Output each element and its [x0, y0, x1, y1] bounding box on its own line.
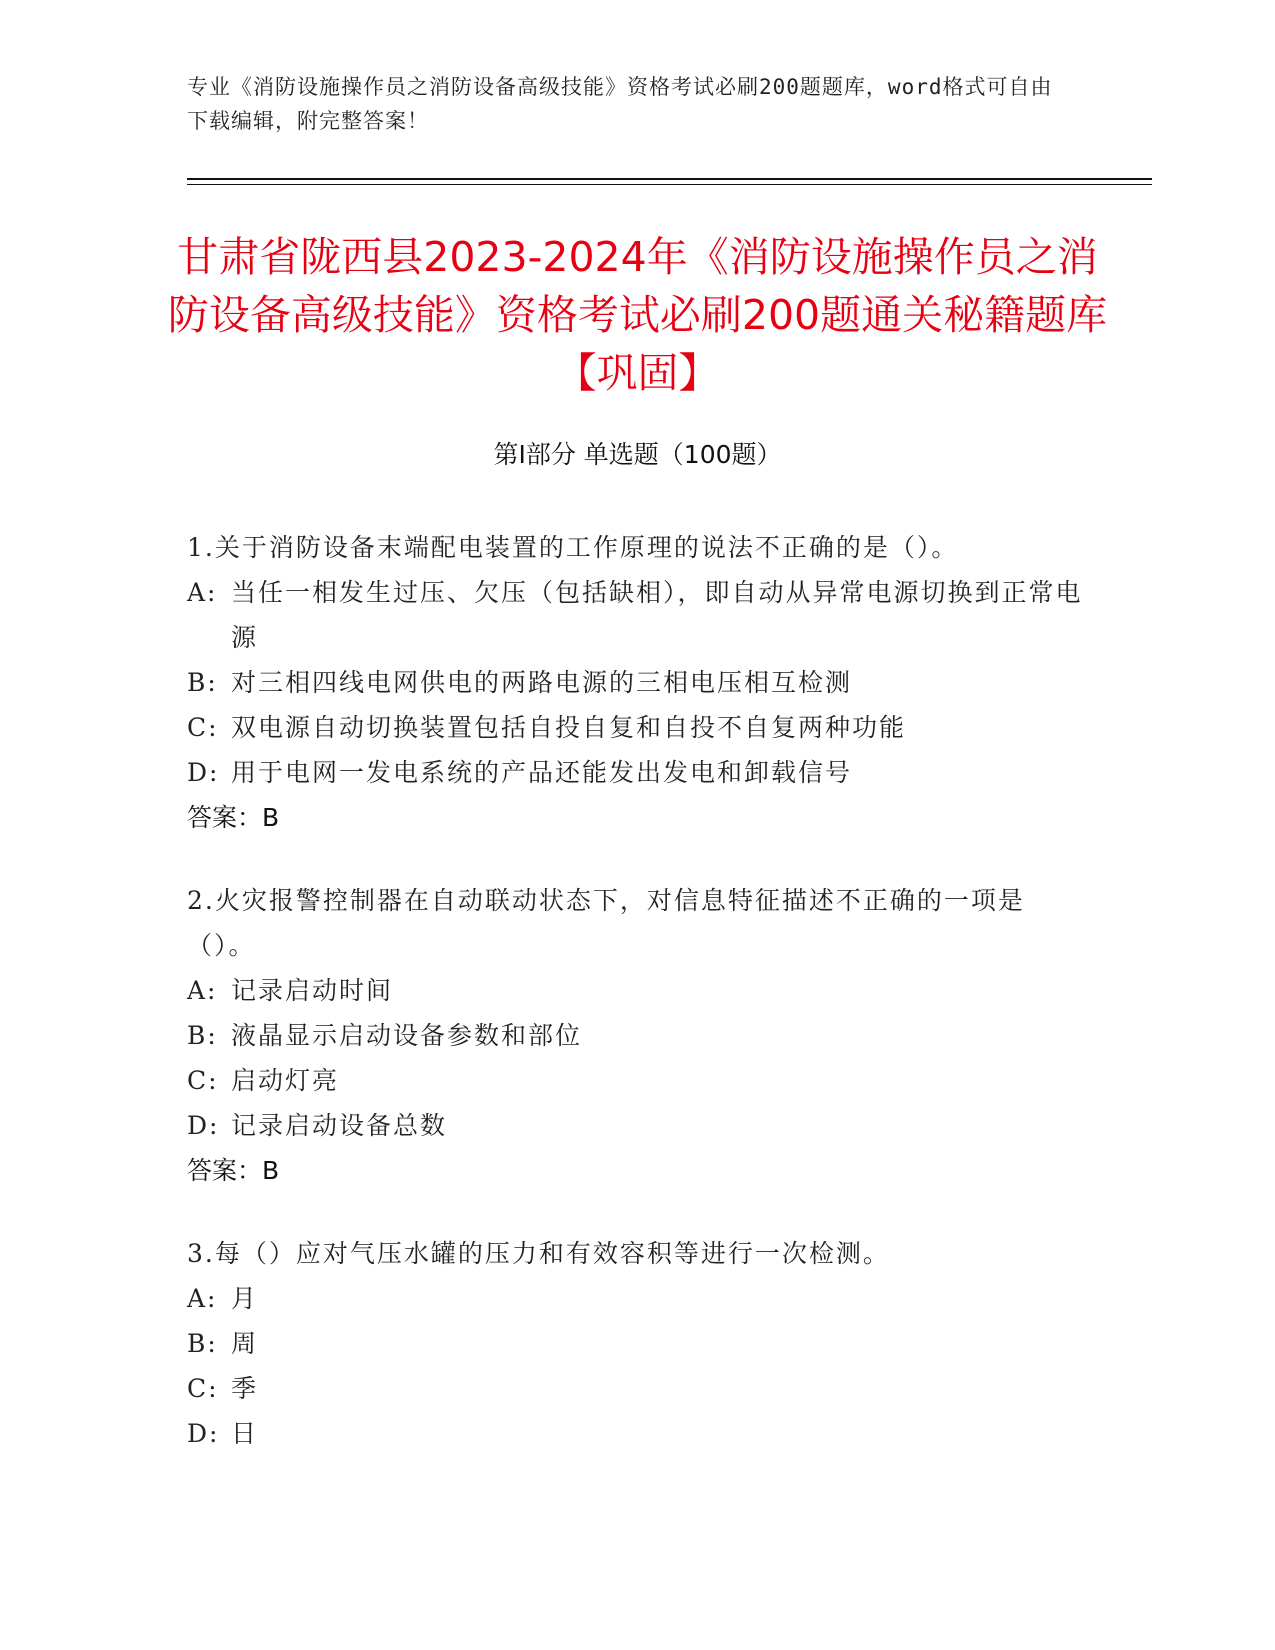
- option-text: 记录启动设备总数: [231, 1111, 448, 1140]
- option-key: D:: [187, 1419, 220, 1448]
- option-key: D:: [187, 758, 220, 787]
- section-heading: 第I部分 单选题（100题）: [493, 440, 782, 469]
- option-d: [187, 1103, 1087, 1148]
- option-key: C:: [187, 1066, 219, 1095]
- question-text: 3.每（）应对气压水罐的压力和有效容积等进行一次检测。: [187, 1239, 890, 1268]
- question-list: [187, 525, 1087, 1494]
- option-key: B:: [187, 1021, 218, 1050]
- option-key: A:: [187, 1284, 218, 1313]
- option-a: [187, 570, 1087, 660]
- option-a: [187, 968, 1087, 1013]
- question-1: [187, 525, 1087, 840]
- option-key: B:: [187, 668, 218, 697]
- option-text: 季: [231, 1374, 259, 1403]
- document-title: 甘肃省陇西县2023-2024年《消防设施操作员之消防设备高级技能》资格考试必刷200题通关秘籍题库【巩固】: [167, 233, 1108, 397]
- header-rule-thick: [187, 178, 1152, 180]
- option-text: 记录启动时间: [231, 976, 394, 1005]
- option-text: 日: [231, 1419, 259, 1448]
- option-b: [187, 1013, 1087, 1058]
- option-b: [187, 1321, 1087, 1366]
- header-rule-thin: [187, 184, 1152, 185]
- option-text: 周: [231, 1329, 259, 1358]
- option-text: 液晶显示启动设备参数和部位: [231, 1021, 583, 1050]
- question-text: 2.火灾报警控制器在自动联动状态下，对信息特征描述不正确的一项是（）。: [187, 886, 1025, 960]
- option-key: D:: [187, 1111, 220, 1140]
- option-key: C:: [187, 1374, 219, 1403]
- option-key: C:: [187, 713, 219, 742]
- answer-line: 答案：B: [187, 803, 280, 832]
- option-d: [187, 750, 1087, 795]
- option-text: 对三相四线电网供电的两路电源的三相电压相互检测: [231, 668, 853, 697]
- option-key: B:: [187, 1329, 218, 1358]
- header-note: 专业《消防设施操作员之消防设备高级技能》资格考试必刷200题题库，word格式可自由下载编辑，附完整答案！: [187, 75, 1053, 133]
- option-b: [187, 660, 1087, 705]
- option-text: 启动灯亮: [231, 1066, 340, 1095]
- question-text: 1.关于消防设备末端配电装置的工作原理的说法不正确的是（）。: [187, 533, 959, 562]
- option-key: A:: [187, 976, 218, 1005]
- option-c: [187, 1366, 1087, 1411]
- option-text: 用于电网一发电系统的产品还能发出发电和卸载信号: [231, 758, 853, 787]
- option-text: 双电源自动切换装置包括自投自复和自投不自复两种功能: [231, 713, 907, 742]
- option-c: [187, 705, 1087, 750]
- question-2: [187, 878, 1087, 1193]
- option-text: 当任一相发生过压、欠压（包括缺相），即自动从异常电源切换到正常电源: [231, 578, 1083, 652]
- option-text: 月: [231, 1284, 259, 1313]
- option-key: A:: [187, 578, 218, 607]
- option-c: [187, 1058, 1087, 1103]
- option-d: [187, 1411, 1087, 1456]
- question-3: [187, 1231, 1087, 1456]
- answer-line: 答案：B: [187, 1156, 280, 1185]
- option-a: [187, 1276, 1087, 1321]
